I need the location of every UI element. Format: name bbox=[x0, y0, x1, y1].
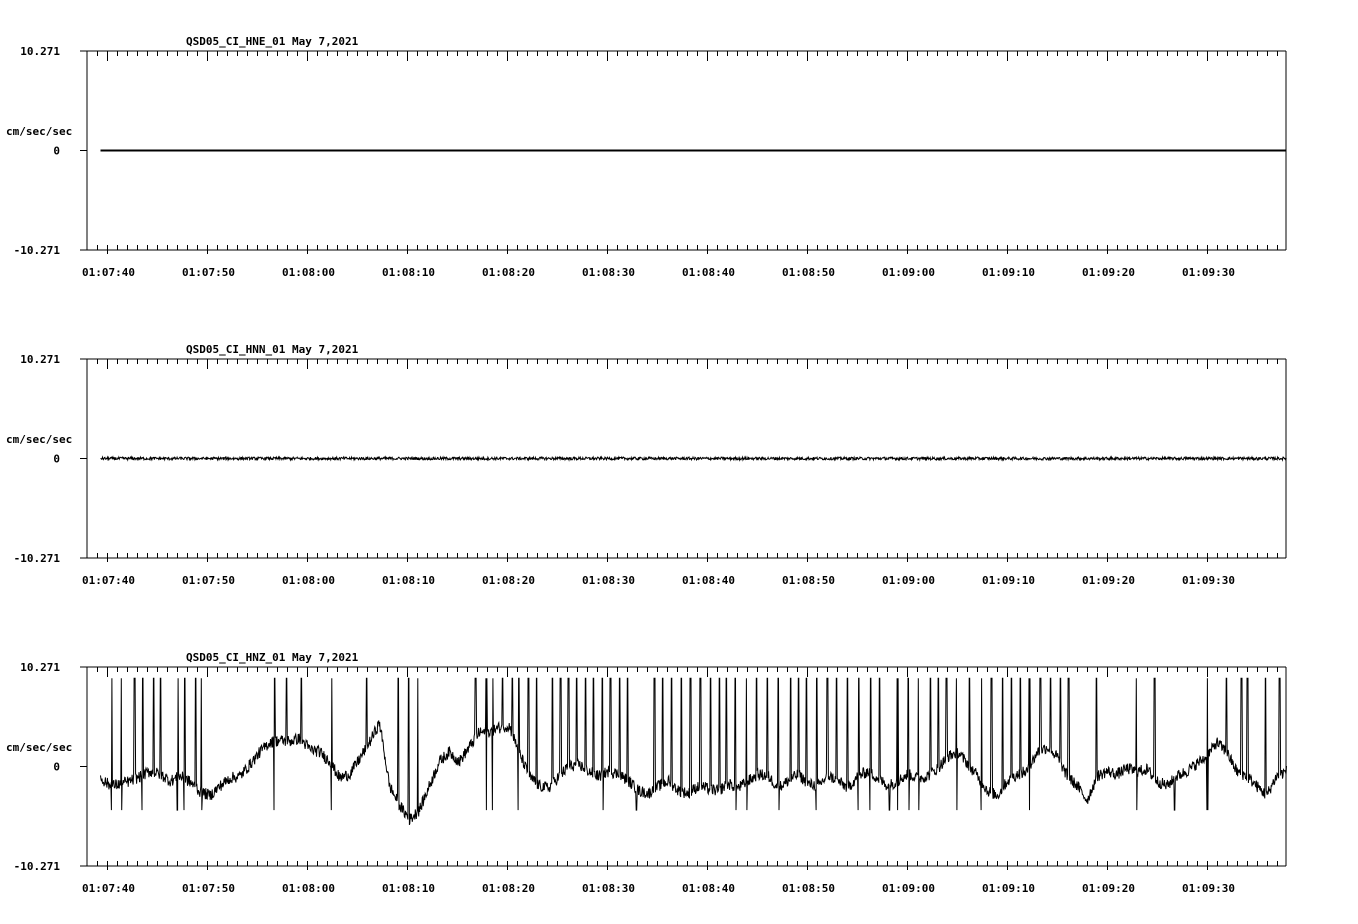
x-tick-label: 01:07:50 bbox=[182, 266, 235, 279]
x-tick-label: 01:08:20 bbox=[482, 266, 535, 279]
chart-panel bbox=[6, 343, 1287, 587]
x-tick-label: 01:07:40 bbox=[82, 266, 135, 279]
x-tick-label: 01:08:50 bbox=[782, 882, 835, 895]
x-tick-label: 01:08:00 bbox=[282, 266, 335, 279]
x-tick-label: 01:08:40 bbox=[682, 574, 735, 587]
y-tick-label: 0 bbox=[53, 760, 60, 774]
x-tick-label: 01:09:30 bbox=[1182, 266, 1235, 279]
y-tick-label: -10.271 bbox=[13, 244, 60, 257]
y-axis-label: cm/sec/sec bbox=[6, 433, 73, 446]
x-tick-label: 01:09:10 bbox=[982, 882, 1035, 895]
x-tick-label: 01:08:00 bbox=[282, 574, 335, 587]
y-tick-label: 0 bbox=[53, 452, 60, 466]
x-tick-label: 01:07:50 bbox=[182, 574, 235, 587]
y-axis-label: cm/sec/sec bbox=[6, 741, 73, 754]
x-tick-label: 01:08:50 bbox=[782, 266, 835, 279]
x-tick-label: 01:08:00 bbox=[282, 882, 335, 895]
x-tick-label: 01:08:30 bbox=[582, 266, 635, 279]
x-tick-label: 01:09:20 bbox=[1082, 882, 1135, 895]
x-tick-label: 01:07:40 bbox=[82, 574, 135, 587]
x-tick-label: 01:09:00 bbox=[882, 882, 935, 895]
x-tick-label: 01:08:50 bbox=[782, 574, 835, 587]
x-tick-label: 01:08:40 bbox=[682, 882, 735, 895]
x-tick-label: 01:08:30 bbox=[582, 574, 635, 587]
trace-line bbox=[101, 457, 1287, 460]
x-tick-label: 01:08:30 bbox=[582, 882, 635, 895]
chart-title: QSD05_CI_HNN_01 May 7,2021 bbox=[186, 343, 359, 356]
x-tick-label: 01:09:10 bbox=[982, 574, 1035, 587]
x-tick-label: 01:08:10 bbox=[382, 266, 435, 279]
x-tick-label: 01:08:20 bbox=[482, 574, 535, 587]
chart-panel bbox=[6, 35, 1287, 279]
y-tick-label: 10.271 bbox=[20, 661, 60, 674]
y-tick-label: 10.271 bbox=[20, 353, 60, 366]
y-tick-label: 0 bbox=[53, 144, 60, 158]
y-axis-label: cm/sec/sec bbox=[6, 125, 73, 138]
y-tick-label: -10.271 bbox=[13, 552, 60, 565]
x-tick-label: 01:07:50 bbox=[182, 882, 235, 895]
x-tick-label: 01:09:00 bbox=[882, 266, 935, 279]
x-tick-label: 01:08:10 bbox=[382, 574, 435, 587]
x-tick-label: 01:07:40 bbox=[82, 882, 135, 895]
x-tick-label: 01:08:40 bbox=[682, 266, 735, 279]
x-tick-label: 01:08:20 bbox=[482, 882, 535, 895]
y-tick-label: -10.271 bbox=[13, 860, 60, 873]
x-tick-label: 01:09:20 bbox=[1082, 574, 1135, 587]
x-tick-label: 01:09:30 bbox=[1182, 574, 1235, 587]
chart-title: QSD05_CI_HNZ_01 May 7,2021 bbox=[186, 651, 359, 664]
trace-line bbox=[101, 678, 1287, 825]
chart-panel bbox=[6, 651, 1287, 895]
x-tick-label: 01:09:30 bbox=[1182, 882, 1235, 895]
x-tick-label: 01:09:10 bbox=[982, 266, 1035, 279]
x-tick-label: 01:09:00 bbox=[882, 574, 935, 587]
chart-title: QSD05_CI_HNE_01 May 7,2021 bbox=[186, 35, 359, 48]
x-tick-label: 01:09:20 bbox=[1082, 266, 1135, 279]
x-tick-label: 01:08:10 bbox=[382, 882, 435, 895]
y-tick-label: 10.271 bbox=[20, 45, 60, 58]
